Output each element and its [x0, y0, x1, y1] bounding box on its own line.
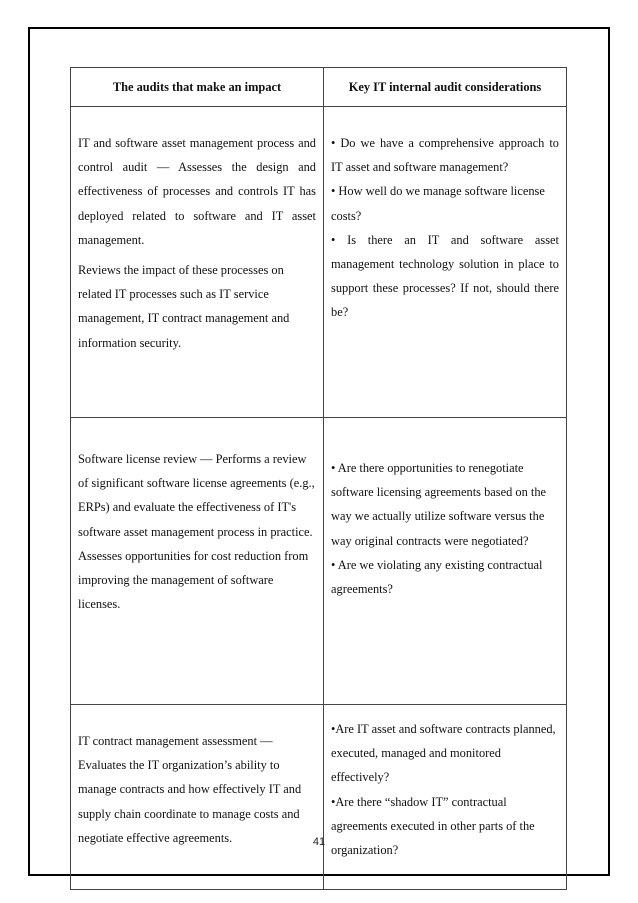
table-row: [71, 705, 567, 890]
page-number: 41: [312, 836, 326, 848]
consideration-bullet: •Are there “shadow IT” contractual agreements executed in other parts of the organization?: [331, 794, 535, 858]
consideration-cell: [324, 705, 567, 890]
audit-description: IT contract management assessment — Evaluates the IT organization’s ability to manage contracts and how effectively IT and supply chain coordinate to manage costs and negotiate effective agreements.: [78, 734, 302, 845]
consideration-bullet: • Do we have a comprehensive approach to IT asset and software management?: [331, 136, 559, 175]
consideration-cell: [324, 107, 567, 418]
consideration-bullet: • Are we violating any existing contractual agreements?: [331, 557, 543, 597]
audit-cell: [71, 705, 324, 890]
table-row: [71, 107, 567, 418]
audit-description: IT and software asset management process and control audit — Assesses the design and effectiveness of processes and controls IT has deployed related to software and IT asset management.: [78, 136, 316, 247]
consideration-bullet: •Are IT asset and software contracts planned, executed, managed and monitored effectively?: [331, 722, 556, 785]
audit-table: [70, 67, 567, 890]
audit-description: Reviews the impact of these processes on related IT processes such as IT service management, IT contract management and information security.: [78, 263, 290, 350]
audit-description: Software license review — Performs a review of significant software license agreements (e.g., ERPs) and evaluate the effectiveness of IT's software asset management process in practice. Assesses opportunities for cost reduction from improving the management of software licenses.: [78, 452, 315, 612]
table-row: [71, 418, 567, 705]
audit-cell: [71, 107, 324, 418]
consideration-bullet: • How well do we manage software license costs?: [331, 184, 545, 223]
consideration-bullet: • Is there an IT and software asset management technology solution in place to support these processes? If not, should there be?: [331, 232, 559, 320]
consideration-cell: [324, 418, 567, 705]
header-audits: The audits that make an impact: [71, 68, 324, 107]
consideration-bullet: • Are there opportunities to renegotiate software licensing agreements based on the way we actually utilize software versus the way original contracts were negotiated?: [331, 461, 547, 548]
table-header-row: [71, 68, 567, 107]
header-considerations: Key IT internal audit considerations: [324, 68, 567, 107]
audit-cell: [71, 418, 324, 705]
